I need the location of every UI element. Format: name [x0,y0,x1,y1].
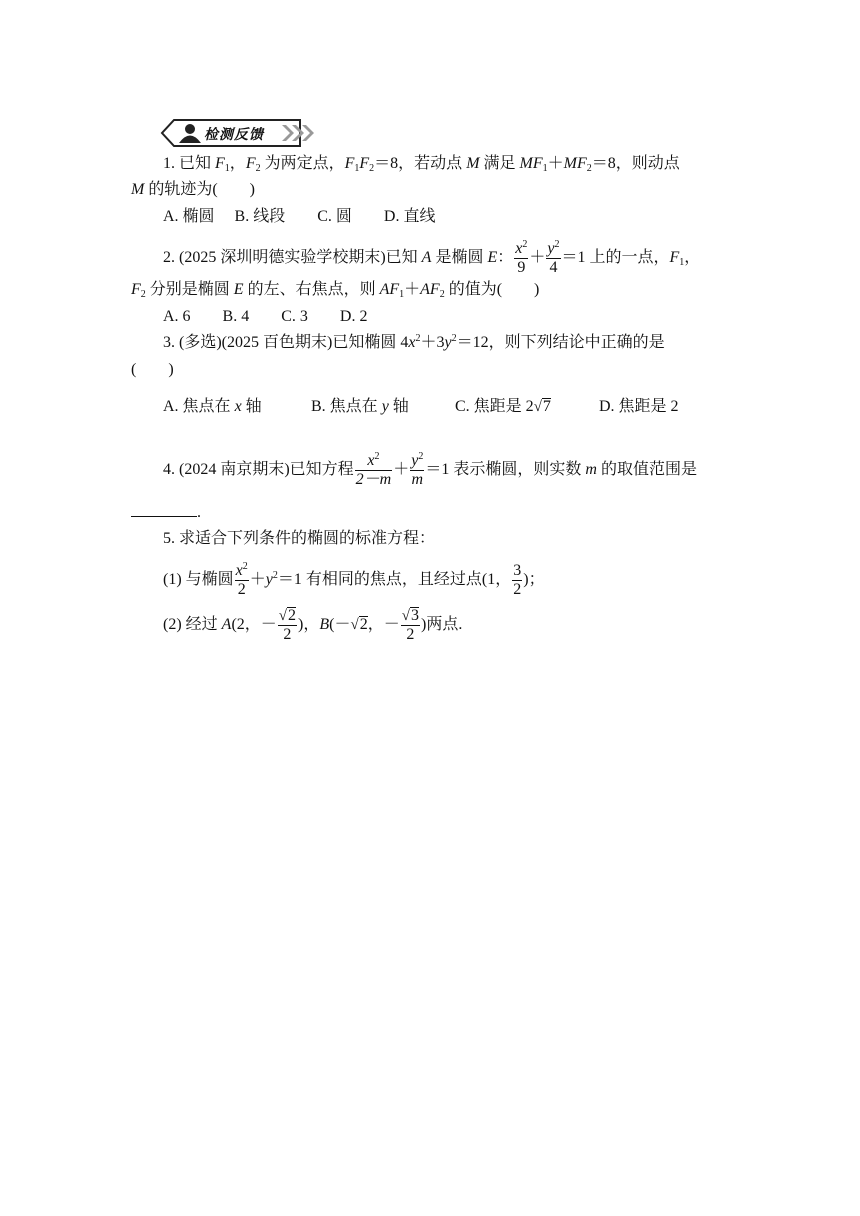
fraction: $\frac{x^2}{9}$ [515,239,528,276]
q1-line1: 1. 已知 $F_1$，$F_2$ 为两定点，$F_1F_2=8$，若动点 M 满足 $MF_1+MF_2=8$，则动点 [163,155,680,174]
q3-line2: ( ) [131,361,174,378]
fraction: $\frac{√2}{2}$ [278,607,297,643]
q5-title: 5. 求适合下列条件的椭圆的标准方程： [163,530,436,547]
q1-options: A. 椭圆 B. 线段 C. 圆 D. 直线 [163,208,436,225]
fraction: $\frac{x^2}{2-m}$ [355,451,392,488]
q3-option-c: C. 焦距是 2√7 [455,398,551,415]
q2-options: A. 6 B. 4 C. 3 D. 2 [163,308,368,325]
fraction: $\frac{y^2}{m}$ [411,451,424,488]
q3-option-d: D. 焦距是 2 [599,398,679,415]
fraction: $\frac{x^2}{2}$ [235,561,248,598]
q2-line2: $F_2$ 分别是椭圆 E 的左、右焦点，则 $AF_1+AF_2$ 的值为( ) [131,281,540,300]
section-title: 检测反馈 [204,127,264,143]
q4-line2: . [131,502,201,523]
fraction: $\frac{√3}{2}$ [401,607,419,643]
q1-line2: M 的轨迹为( ) [131,181,255,198]
q4-line1: 4. (2024 南京期末)已知方程 $\frac{x^2}{2-m}$ ＋ $\frac{y^2}{m}$ ＝1 表示椭圆，则实数 m 的取值范围是 [163,451,697,488]
q5-part1: (1) 与椭圆 $\frac{x^2}{2}$ $+y^2=1$ 有相同的焦点，且经过点(1， $\frac{3}{2}$ )； [163,561,545,598]
q3-option-a: A. 焦点在 x 轴 [163,398,262,415]
q3-option-b: B. 焦点在 y 轴 [311,398,409,415]
q3-line1: 3. (多选)(2025 百色期末)已知椭圆 $4x^2+3y^2=12$，则下列结论中正确的是 [163,333,665,351]
answer-blank [131,502,197,517]
fraction: $\frac{y^2}{4}$ [547,239,560,276]
q2-line1: 2. (2025 深圳明德实验学校期末)已知 A 是椭圆 E： $\frac{x^2}{9}$ ＋ $\frac{y^2}{4}$ ＝1 上的一点，$F_1$， [163,239,701,276]
user-icon [185,124,195,134]
fraction: $\frac{3}{2}$ [513,562,522,598]
q5-part2: (2) 经过 A(2，－ $\frac{√2}{2}$ )，B(－√2，－ $\frac{√3}{2}$ )两点. [163,607,463,643]
